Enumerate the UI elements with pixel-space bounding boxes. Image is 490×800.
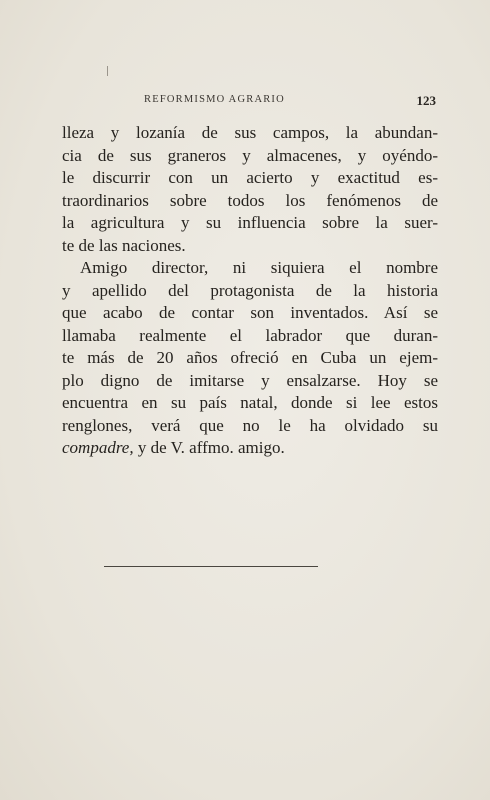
paragraph-1 [62,122,438,257]
page-header [60,93,436,109]
page-mark [107,66,108,76]
text-line: traordinarios sobre todos los fenómenos de [62,190,438,210]
text-line: llamaba realmente el labrador que duran- [62,325,438,345]
end-rule [104,566,318,567]
text-line: renglones, verá que no le ha olvidado su [62,415,438,435]
text-line: cia de sus graneros y almacenes, y oyéndo- [62,145,438,165]
body-text [62,122,438,460]
text-line: y apellido del protagonista de la historia [62,280,438,300]
text-line: Amigo director, ni siquiera el nombre [80,258,438,277]
text-line: encuentra en su país natal, donde si lee estos [62,393,438,412]
text-line: la agricultura y su influencia sobre la suer- [62,213,438,232]
text-line: que acabo de contar son inventados. Así se [62,303,438,322]
running-head: REFORMISMO AGRARIO [144,94,285,105]
page-number: 123 [416,93,436,108]
paragraph-2 [62,257,438,460]
italic-word: compadre, [62,438,134,457]
text-line-final [62,437,438,460]
text-line: plo digno de imitarse y ensalzarse. Hoy se [62,370,438,390]
text-line: te más de 20 años ofreció en Cuba un ejem- [62,348,438,367]
text-line: te de las naciones. [62,235,186,255]
text-line: le discurrir con un acierto y exactitud es- [62,168,438,187]
text-line: lleza y lozanía de sus campos, la abundan- [62,123,438,142]
text-line-rest: y de V. affmo. amigo. [133,438,285,457]
